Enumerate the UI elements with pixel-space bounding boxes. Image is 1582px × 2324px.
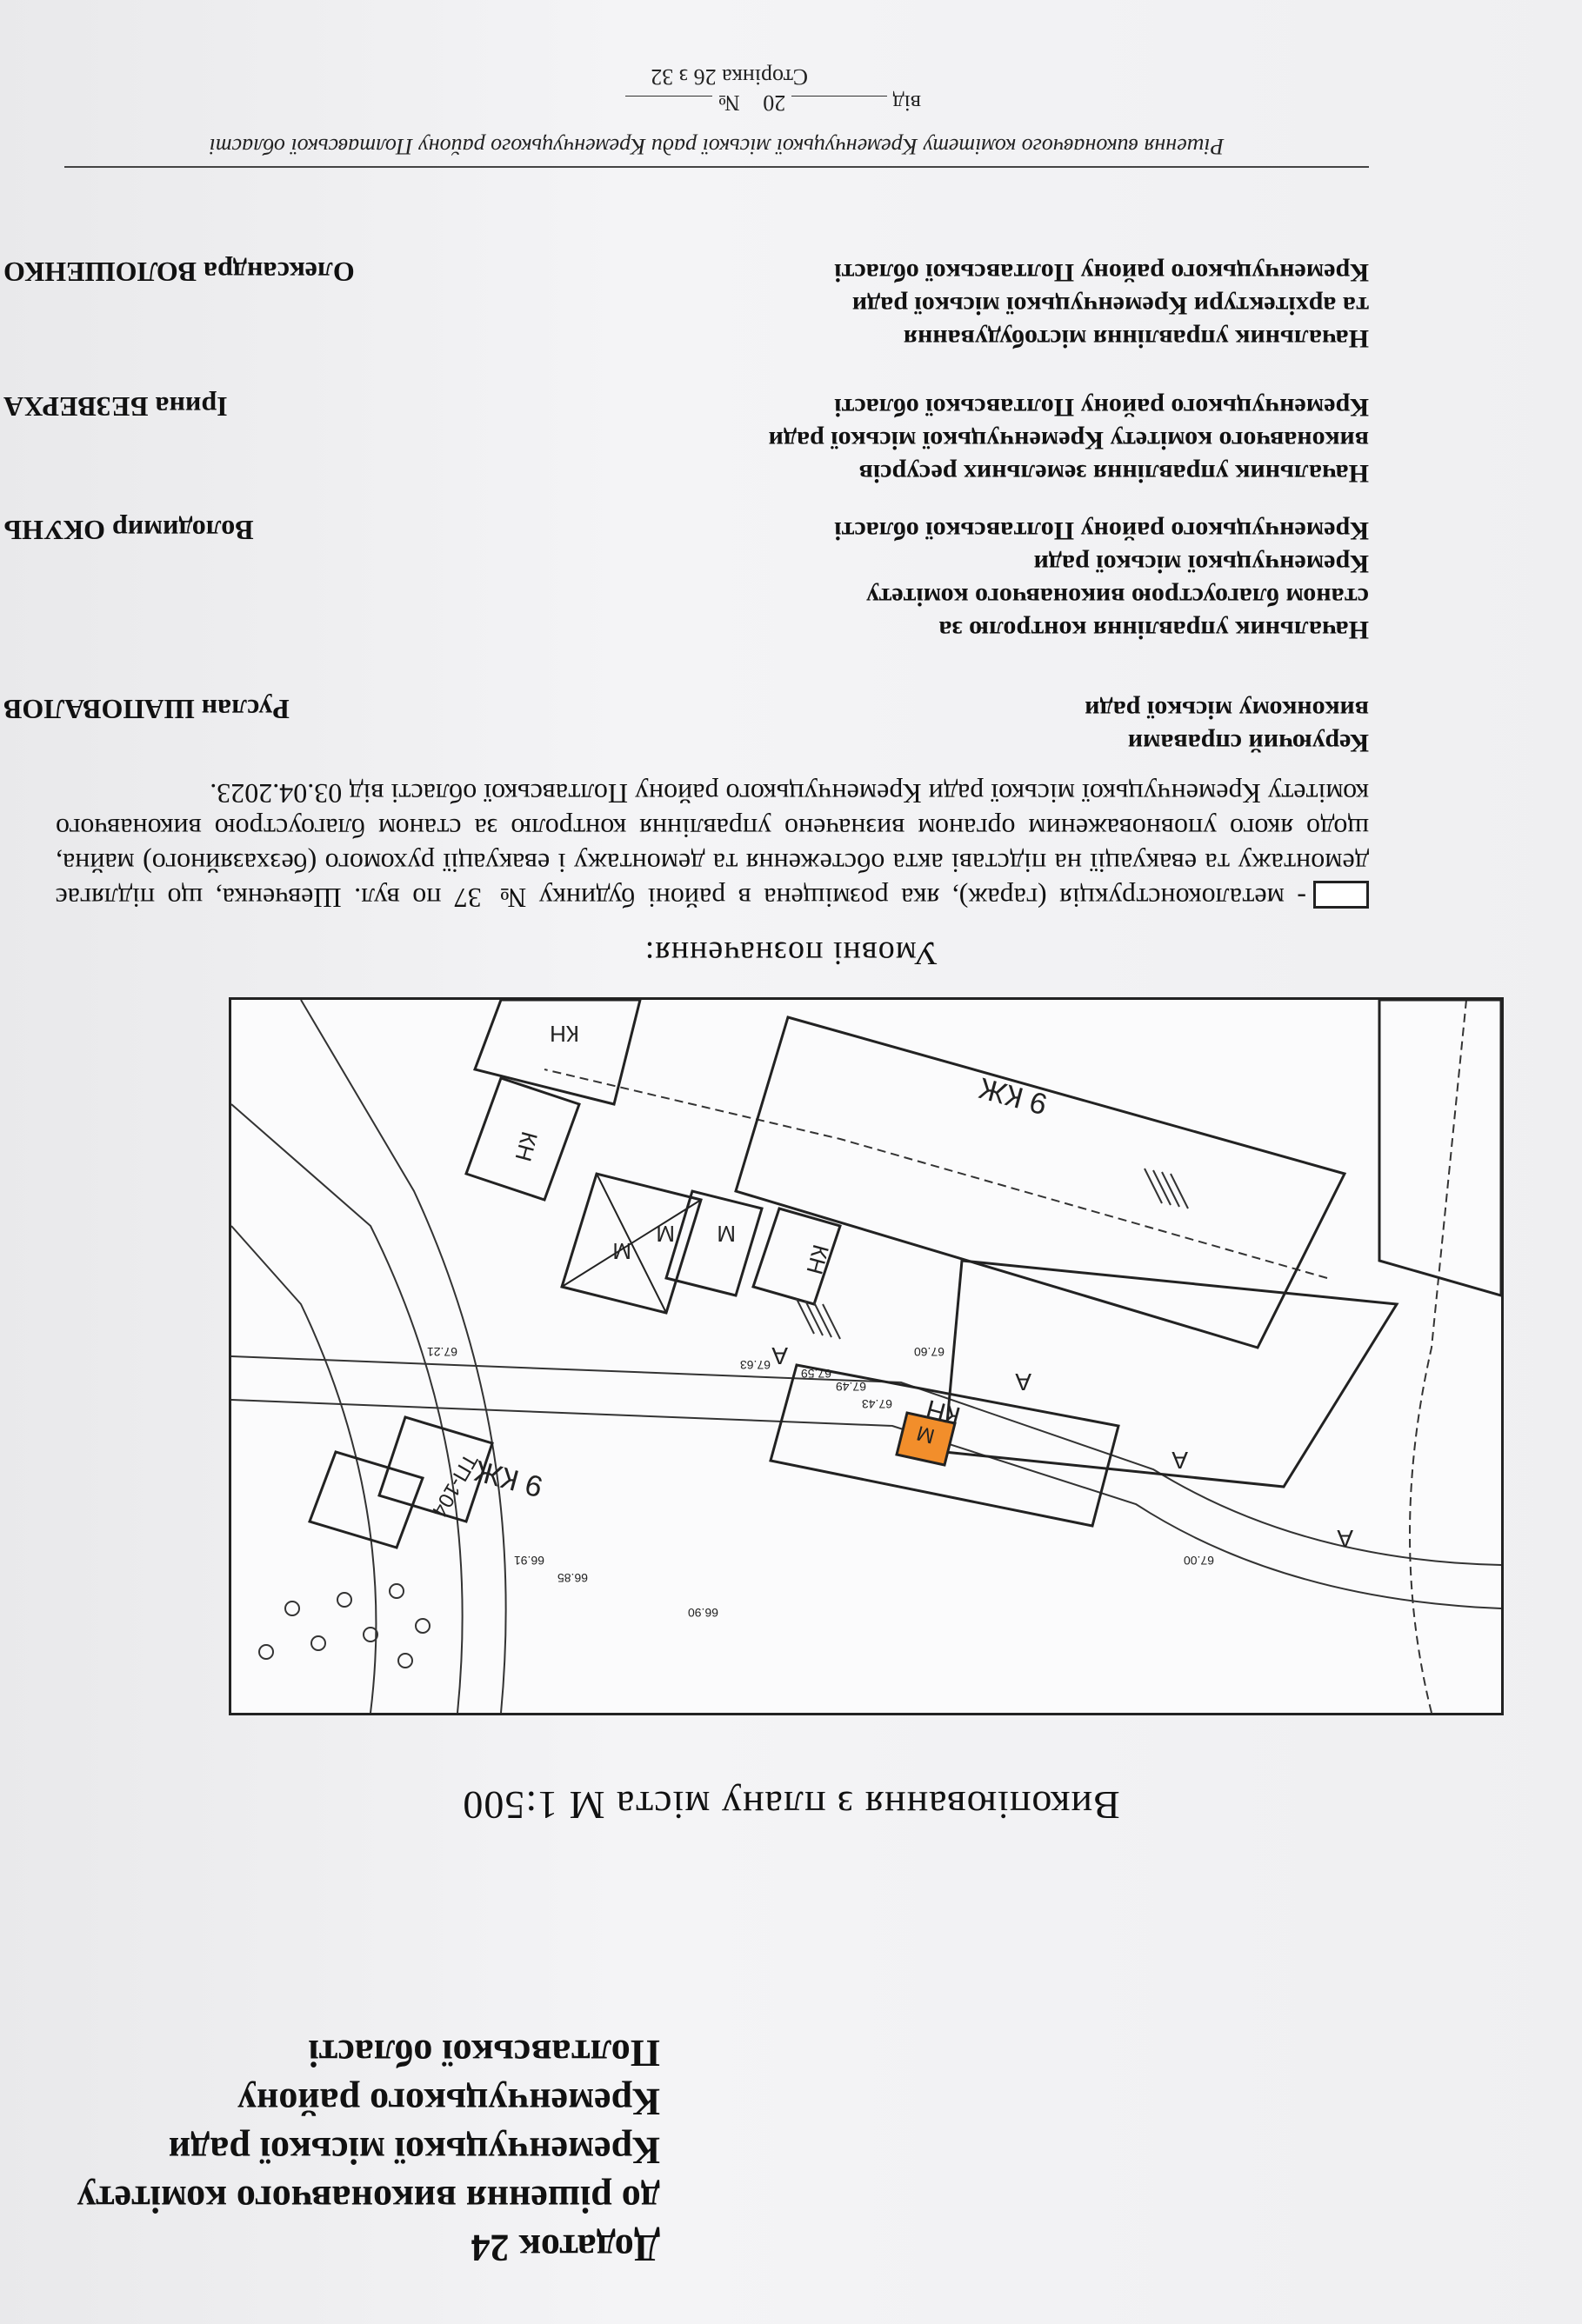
- road-curb: [231, 1226, 376, 1713]
- header-line: Кременчуцької міської ради: [168, 2129, 660, 2172]
- legend-description: - металоконструкція (гараж), яка розміщена в районі будинку № 37 по вул. Шевченка, що підлягає демонтажу та евакуації на підставі акта обстеження та демонтажу і евакуації рухомого (безхазяйного) майна, щодо якого уповноваженим органом визначено управління контролю за станом благоустрою виконавчого комітету Кременчуцької міської ради Кременчуцького району Полтавської області від 03.04.2023.: [56, 778, 1369, 914]
- city-plan-map: [229, 997, 1504, 1715]
- signature-title-line: виконавчого комітету Кременчуцької міської ради: [768, 426, 1369, 455]
- header-line: до рішення виконавчого комітету: [77, 2178, 660, 2221]
- building-outline: [666, 1191, 762, 1295]
- elevation-label: 66.90: [687, 1606, 718, 1620]
- legend-symbol-box: [1313, 881, 1369, 909]
- signature-title-line: Керуючий справами: [1127, 729, 1369, 757]
- elevation-label: 66.85: [557, 1571, 588, 1585]
- signature-name: Руслан ШАПОВАЛОВ: [3, 694, 290, 725]
- map-label-a: А: [771, 1342, 788, 1369]
- building-outline: [475, 1000, 640, 1104]
- signature-title-line: Кременчуцького району Полтавської області: [834, 393, 1369, 422]
- header-line: Полтавської області: [308, 2032, 660, 2074]
- road-curb: [301, 1000, 506, 1713]
- signature-title-line: виконкому міської ради: [1085, 696, 1369, 724]
- signature-title-line: Кременчуцького району Полтавської області: [834, 258, 1369, 287]
- footer-date-suffix: 20: [763, 90, 786, 116]
- signature-block: [0, 390, 1369, 489]
- map-label-kn: КН: [550, 1021, 579, 1047]
- map-label-a: А: [1337, 1525, 1353, 1552]
- map-label-9kzh: 9 КЖ: [975, 1070, 1051, 1121]
- map-label-9kzh: 9 КЖ: [471, 1453, 547, 1503]
- elevation-label: 66.91: [513, 1554, 544, 1568]
- building-outline: [310, 1452, 423, 1548]
- elevation-label: 67.60: [913, 1345, 945, 1359]
- elevation-marks: [427, 1345, 1214, 1620]
- header-line: Кременчуцького району: [237, 2081, 660, 2123]
- map-drawing: [231, 1000, 1501, 1713]
- signature-title-line: Начальник управління містобудування: [903, 324, 1369, 353]
- document-title: Викопіювання з плану міста М 1:500: [462, 1783, 1120, 1828]
- map-label-m: М: [656, 1221, 675, 1247]
- signature-block: [0, 256, 1369, 355]
- signature-title-line: Начальник управління земельних ресурсів: [858, 459, 1369, 488]
- signature-name: Олександра ВОЛОШЕНКО: [3, 256, 355, 288]
- map-label-a: А: [1171, 1447, 1188, 1474]
- map-label-marked: М: [914, 1421, 938, 1448]
- footer-text: Рішення виконавчого комітету Кременчуцької міської ради Кременчуцького району Полтавської області: [209, 134, 1225, 159]
- legend-title: Умовні позначення:: [644, 935, 938, 971]
- signature-title-line: Кременчуцького району Полтавської області: [834, 516, 1369, 545]
- footer-page-label: Сторінка 26 з 32: [651, 64, 808, 90]
- map-label-a: А: [1015, 1368, 1031, 1395]
- map-label-m: М: [612, 1238, 631, 1264]
- signature-title-line: Кременчуцької міської ради: [1033, 549, 1369, 578]
- cross-line: [562, 1200, 701, 1287]
- stair-hatch: [797, 1169, 1188, 1339]
- road-curb: [231, 1356, 1501, 1565]
- building-outline: [945, 1261, 1397, 1487]
- footer-number-label: №: [718, 90, 740, 116]
- map-label-kn: КН: [510, 1129, 544, 1164]
- legend-text-block: [56, 776, 1369, 916]
- tree-symbols: [259, 1584, 430, 1668]
- dashed-line: [544, 1069, 1327, 1278]
- building-outline: [736, 1017, 1345, 1348]
- elevation-label: 67.00: [1183, 1554, 1214, 1568]
- map-label-kn: КН: [801, 1242, 835, 1277]
- road-lines: [231, 1000, 1501, 1713]
- footer-meta: [521, 63, 921, 116]
- map-label-kn: КН: [923, 1394, 964, 1431]
- signature-title-line: станом благоустрою виконавчого комітету: [866, 583, 1369, 611]
- signature-title-line: та архітектури Кременчуцької міської ради: [851, 291, 1369, 320]
- footer-divider: [64, 166, 1369, 168]
- signature-name: Володимир ОКУНЬ: [3, 515, 254, 546]
- road-curb: [231, 1400, 1501, 1608]
- map-label-m: М: [717, 1221, 736, 1247]
- footer-number-blank: [625, 96, 712, 97]
- signature-name: Ірина БЕЗВЕРХА: [3, 391, 228, 423]
- appendix-header: [34, 2028, 660, 2272]
- signature-title-line: Начальник управління контролю за: [938, 616, 1369, 644]
- map-label-tp: ТП-104: [426, 1449, 483, 1522]
- building-outline: [1379, 1000, 1501, 1295]
- elevation-label: 67.63: [739, 1358, 771, 1372]
- elevation-label: 67.21: [426, 1345, 457, 1359]
- map-labels: [427, 1021, 1353, 1620]
- elevation-label: 67.59: [800, 1367, 831, 1381]
- elevation-label: 67.49: [835, 1380, 866, 1394]
- signature-block: [0, 514, 1369, 646]
- header-line: Додаток 24: [471, 2227, 660, 2269]
- elevation-label: 67.43: [861, 1397, 892, 1411]
- footer-date-blank: [791, 96, 887, 97]
- footer-from-label: від: [892, 90, 921, 116]
- signature-block: [0, 693, 1369, 759]
